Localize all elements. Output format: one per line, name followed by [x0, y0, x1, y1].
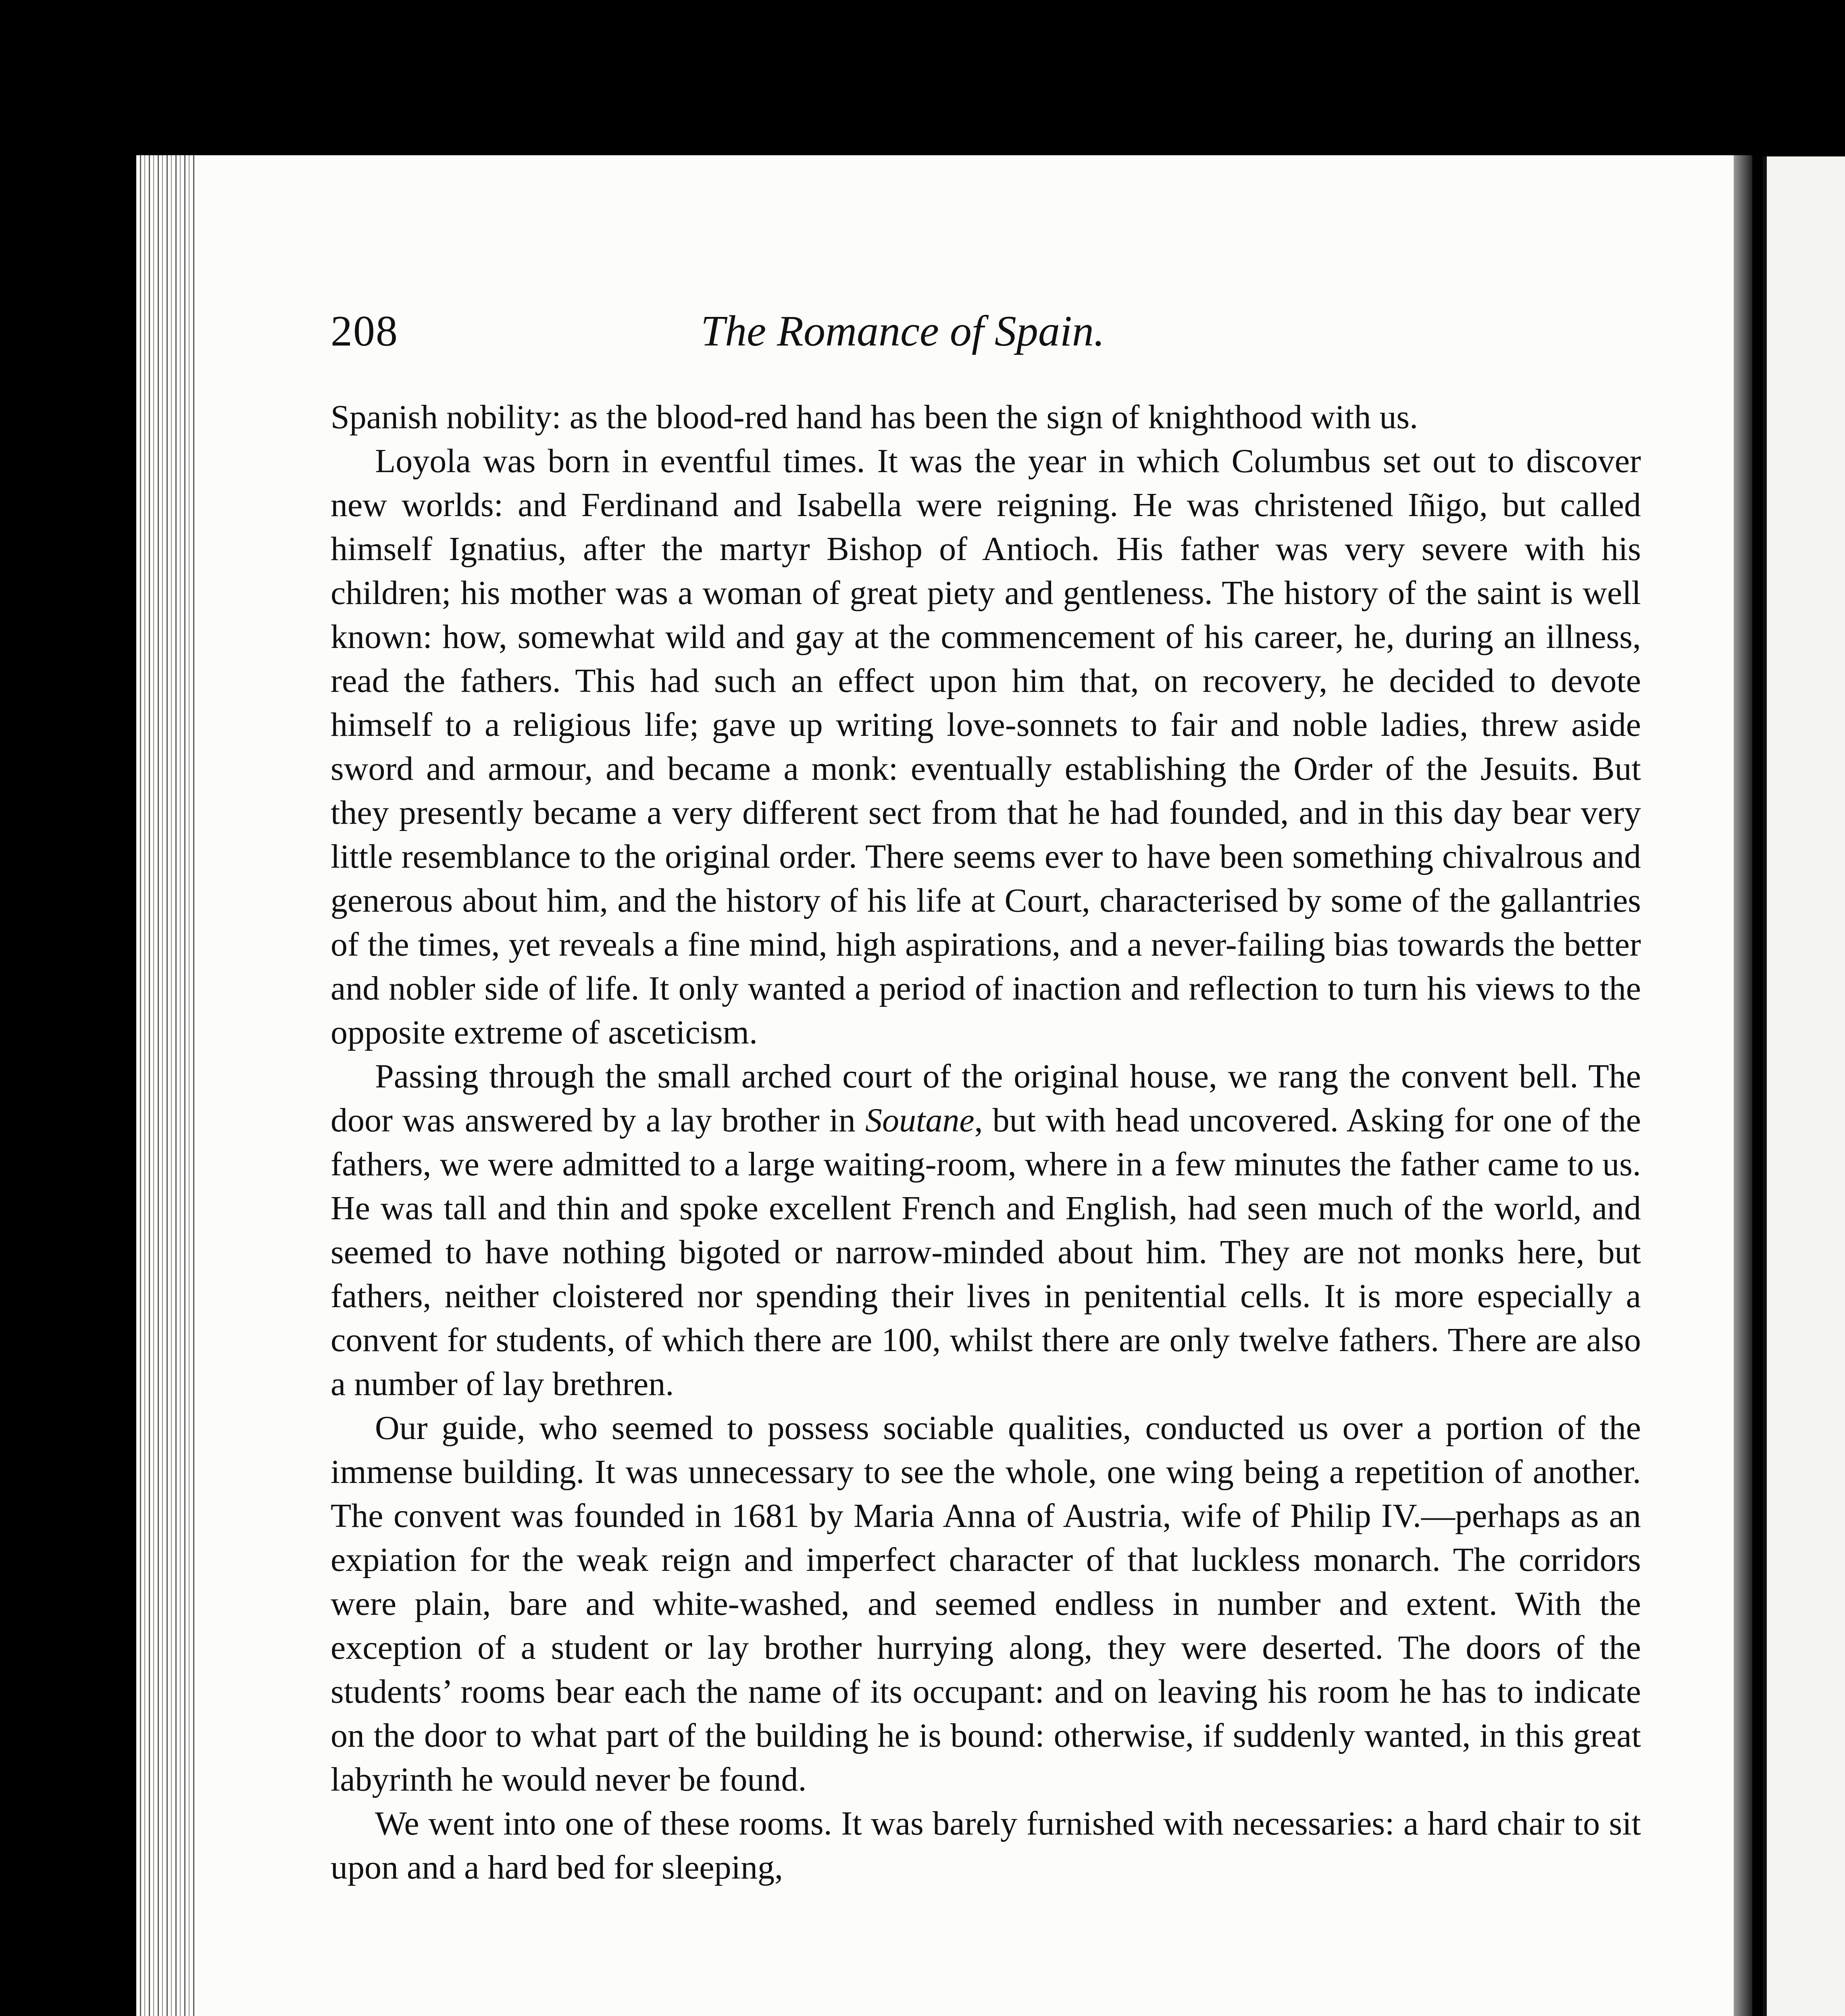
body-text	[331, 395, 1641, 1889]
paragraph-text-before-italic: Passing through the small arched court of the original house, we rang the convent bell. The door was answered by a lay brother in	[331, 1058, 1641, 1139]
paragraph-guide: Our guide, who seemed to possess sociable qualities, conducted us over a portion of the immense building. It was unnecessary to see the whole, one wing being a repetition of another. The convent was founded in 1681 by Maria Anna of Austria, wife of Philip IV.—perhaps as an expiation for the weak reign and imperfect character of that luckless monarch. The corridors were plain, bare and white-washed, and seemed endless in number and extent. With the exception of a student or lay brother hurrying along, they were deserted. The doors of the students’ rooms bear each the name of its occupant: and on leaving his room he has to indicate on the door to what part of the building he is bound: otherwise, if suddenly wanted, in this great labyrinth he would never be found.	[331, 1409, 1641, 1798]
running-title: The Romance of Spain.	[701, 307, 1105, 355]
running-head	[331, 306, 1653, 363]
page-binding-gutter	[136, 155, 197, 2016]
adjacent-page-edge	[1763, 156, 1845, 2016]
paragraph-continuation: Spanish nobility: as the blood-red hand has been the sign of knighthood with us.	[331, 398, 1418, 436]
paragraph-convent-visit	[331, 1054, 1641, 1406]
italic-term: Soutane	[865, 1102, 975, 1139]
page-edge-shadow	[1734, 155, 1752, 2016]
paragraph-rooms: We went into one of these rooms. It was barely furnished with necessaries: a hard chair to sit upon and a hard bed for sleeping,	[331, 1805, 1641, 1886]
paragraph-loyola: Loyola was born in eventful times. It was the year in which Columbus set out to discover new worlds: and Ferdinand and Isabella were reigning. He was christened Iñigo, but called himself Ignatius, after the martyr Bishop of Antioch. His father was very severe with his children; his mother was a woman of great piety and gentleness. The history of the saint is well known: how, somewhat wild and gay at the commencement of his career, he, during an illness, read the fathers. This had such an effect upon him that, on recovery, he decided to devote himself to a religious life; gave up writing love-sonnets to fair and noble ladies, threw aside sword and armour, and became a monk: eventually establishing the Order of the Jesuits. But they presently became a very different sect from that he had founded, and in this day bear very little resemblance to the original order. There seems ever to have been something chivalrous and generous about him, and the history of his life at Court, characterised by some of the gallantries of the times, yet reveals a fine mind, high aspirations, and a never-failing bias towards the better and nobler side of life. It only wanted a period of inaction and reflection to turn his views to the opposite extreme of asceticism.	[331, 442, 1641, 1051]
paragraph-text-after-italic: , but with head uncovered. Asking for one of the fathers, we were admitted to a large waiting-room, where in a few minutes the father came to us. He was tall and thin and spoke excellent French and English, had seen much of the world, and seemed to have nothing bigoted or narrow-minded about him. They are not monks here, but fathers, neither cloistered nor spending their lives in penitential cells. It is more especially a convent for students, of which there are 100, whilst there are only twelve fathers. There are also a number of lay brethren.	[331, 1102, 1641, 1403]
page-number: 208	[331, 307, 398, 355]
